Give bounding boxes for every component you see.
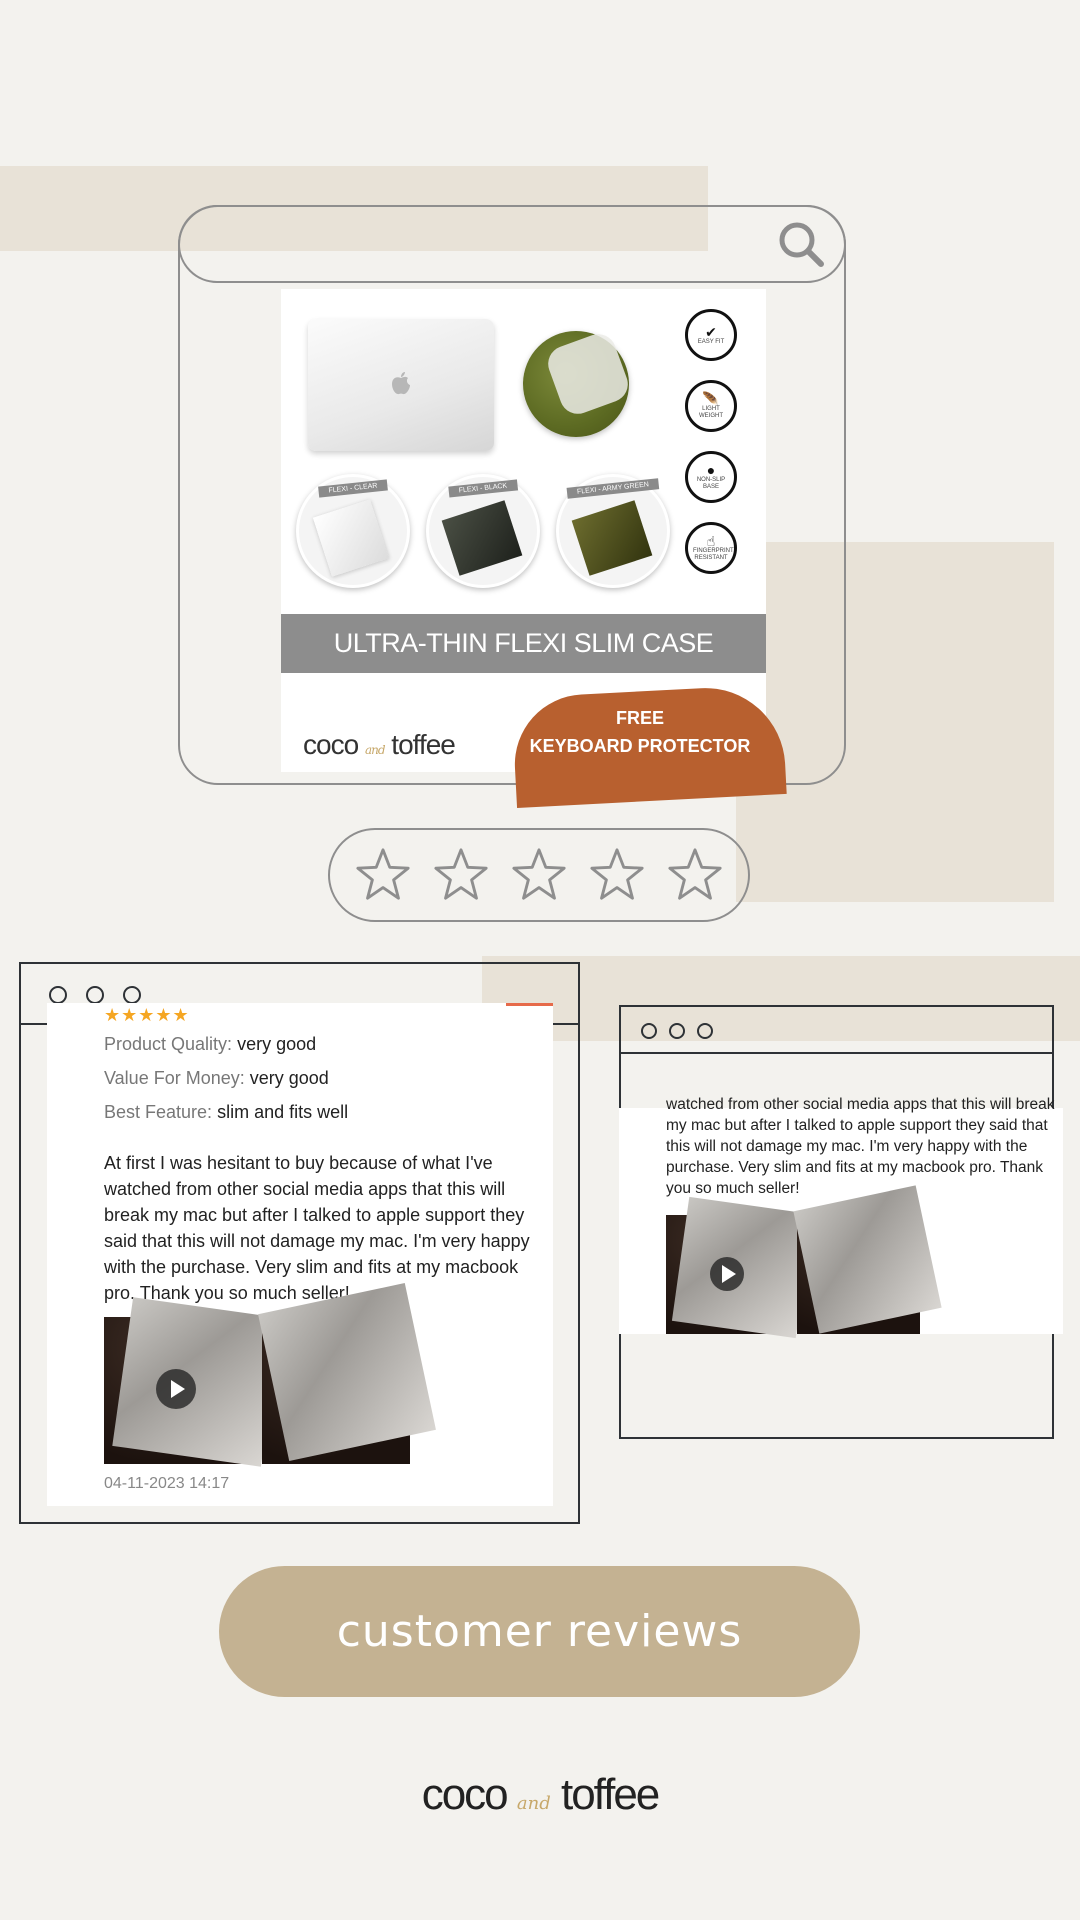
promo-text: FREE KEYBOARD PROTECTOR [529,708,751,756]
review-photo-thumbnail[interactable] [797,1215,920,1334]
window-dot-icon [697,1023,713,1039]
apple-logo-icon [391,371,411,395]
swatch-army-green [556,474,670,588]
review-quality: Product Quality: very good [104,1034,317,1054]
star-icon[interactable] [432,846,490,904]
accent-mark [506,1003,553,1006]
star-icon[interactable] [666,846,724,904]
swatch-black [426,474,540,588]
feature-non-slip: ● NON-SLIP BASE [685,451,737,503]
window-dot-icon [86,986,104,1004]
review-video-thumbnail[interactable] [666,1215,789,1334]
brand-logo-small: coco and toffee [303,729,455,760]
search-icon[interactable] [776,219,826,269]
review-card-snippet [619,1096,1063,1334]
play-icon[interactable] [156,1369,196,1409]
dot-icon: ● [706,462,716,478]
review-feature: Best Feature: slim and fits well [104,1102,349,1122]
search-bar[interactable] [178,205,846,283]
window-dot-icon [49,986,67,1004]
feature-easy-fit: ✔ EASY FIT [685,309,737,361]
review-text: At first I was hesitant to buy because of what I've watched from other social media apps that this will break my mac but after I talked to apple support they said that this will not damage my mac. I'm very happy with the purchase. Very slim and fits at my macbook pro. Thank you so much seller! [104,1153,530,1303]
swatch-black-label: FLEXI - BLACK [448,479,517,497]
rating-stars: ★★★★★ [104,1005,190,1025]
window-titlebar [621,1007,1052,1054]
swatch-clear-label: FLEXI - CLEAR [318,479,388,497]
product-banner: ULTRA-THIN FLEXI SLIM CASE [281,614,766,673]
swatch-army-green-label: FLEXI - ARMY GREEN [567,478,660,499]
feature-fingerprint: ☝ FINGERPRINT RESISTANT [685,522,737,574]
review-card [47,1003,553,1506]
review-video-thumbnail[interactable] [104,1317,252,1464]
star-icon[interactable] [588,846,646,904]
star-icon[interactable] [510,846,568,904]
review-snippet-text: watched from other social media apps that this will break my mac but after I talked to apple support they said that this will not damage my mac. I'm very happy with the purchase. Very slim and fits at my macbook pro. Thank you so much seller! [666,1096,1055,1197]
fingerprint-icon: ☝ [706,533,716,549]
swatch-clear [296,474,410,588]
brand-logo-footer: coco and toffee [421,1770,659,1819]
review-photo-thumbnail[interactable] [262,1317,410,1464]
checkmark-icon: ✔ [705,323,717,340]
window-dot-icon [641,1023,657,1039]
review-value: Value For Money: very good [104,1068,329,1088]
texture-closeup-image [523,331,629,437]
product-image-card [281,289,766,772]
star-icon[interactable] [354,846,412,904]
window-dot-icon [669,1023,685,1039]
laptop-image [308,319,494,451]
feather-icon: 🪶 [702,391,720,407]
customer-reviews-button[interactable]: customer reviews [219,1566,860,1697]
feature-light-weight: 🪶 LIGHT WEIGHT [685,380,737,432]
play-icon[interactable] [710,1257,744,1291]
star-rating-pill[interactable] [328,828,750,922]
window-dot-icon [123,986,141,1004]
review-date: 04-11-2023 14:17 [104,1475,230,1492]
